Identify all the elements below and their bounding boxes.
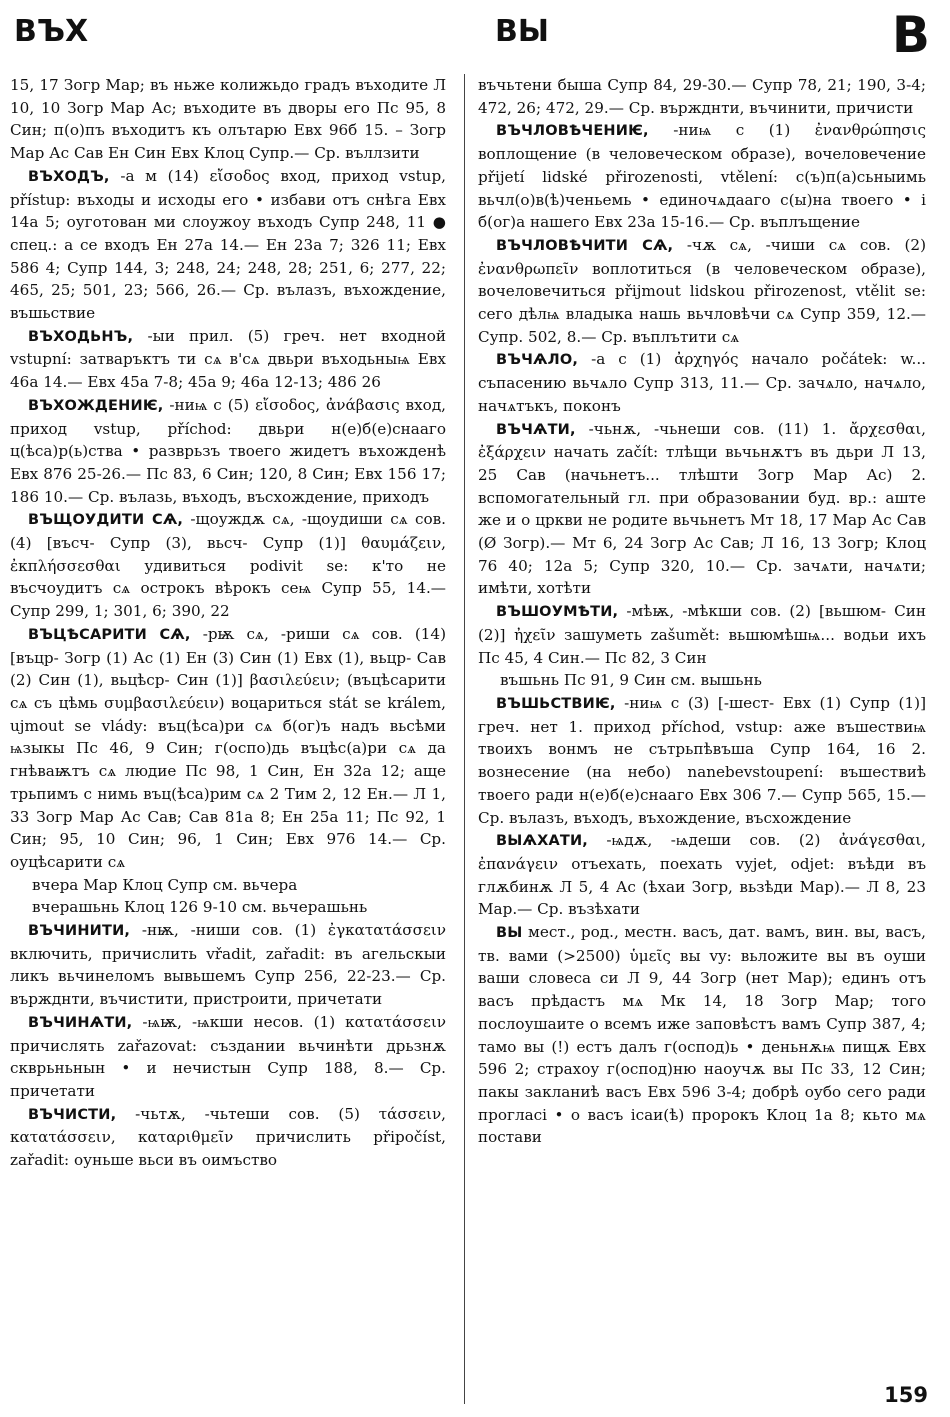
- dictionary-entry: [10, 508, 446, 623]
- entry-body: -ниѩ с (3) [-шест- Евх (1) Супр (1)] греч. нет 1. приход příchod, vstup: аже въшествиѩ твоихъ вонмъ не сътрьпѣвъша Супр 164, 16 2. вознесение (на небо) nanebevstoupení: въшествиѣ твоего ради н(е)б(е)снааго Евх 306 7.— Супр 565, 15.— Ср. вълазъ, въходъ, въхождение, въсхождение: [478, 693, 926, 827]
- dictionary-entry: [478, 829, 926, 921]
- entry-body: -нѭ, -ниши сов. (1) ἐγκατατάσσειν включить, причислить vřadit, zařadit: въ агельскыи ликъ вьчинеломъ вывьшемъ Супр 256, 22-23.— Ср. вържднти, въчистити, пристроити, причетати: [10, 921, 446, 1009]
- entry-headword: ВЪШОУМѢТИ,: [496, 604, 619, 621]
- page-number: 159: [884, 1383, 928, 1407]
- dictionary-entry: [10, 325, 446, 394]
- entry-body: -ниѩ с (1) ἐνανθρώπησις воплощение (в человеческом образе), вочеловечение přijetí lidské přirozenosti, vtělení: с(ъ)п(а)сьныимь вьчл(о)в(ѣ)ченьемь • единочѧдааго с(ы)на твоего • і б(ог)а нашего Евх 23а 15-16.— Ср. въплъщение: [478, 121, 926, 232]
- entry-headword: ВЪХОЖДЕНИѤ,: [28, 397, 164, 414]
- entry-body: -чьнѫ, -чьнеши сов. (11) 1. ἄρχεσθαι, ἐξάρχειν начать začít: тлѣщи вьчьнѫтъ въ дьри Л 13, 25 Сав (начьнетъ... тлѣшти Зогр Мар Ас) 2. вспомогательный гл. при образовании буд. вр.: аште же и о цркви не родите вьчьнетъ Мт 18, 17 Мар Ас Сав (Ø Зогр).— Мт 6, 24 Зогр Ас Сав; Л 16, 13 Зогр; Клоц 76 40; 12а 5; Супр 320, 10.— Ср. зачѧти, начѧти; имѣти, хотѣти: [478, 419, 926, 598]
- dictionary-entry: [478, 418, 926, 601]
- entry-headword: ВЪЧЛОВѢЧЕНИѤ,: [496, 123, 649, 140]
- right-column: [478, 74, 926, 1392]
- entry-headword: ВЪЧИНѦТИ,: [28, 1014, 133, 1031]
- entry-body: -ѩѭ, -ѩкши несов. (1) κατατάσσειν причислять zařazovat: създании вьчинѣти дрьзнѫ скврьньнын • и нечистын Супр 188, 8.— Ср. причетати: [10, 1012, 446, 1100]
- entry-body: вчера Мар Клоц Супр см. вьчера: [32, 875, 298, 894]
- entry-body: -щоуждѫ сѧ, -щоудиши сѧ сов. (4) [въсч- Супр (3), вьсч- Супр (1)] θαυμάζειν, ἐκπλήσσεσθαι удивиться podivit se: к'то не въсчоудитъ сѧ острокъ вѣрокъ сеѩ Супр 55, 14.— Супр 299, 1; 301, 6; 390, 22: [10, 510, 446, 621]
- entry-body: 15, 17 Зогр Мар; въ ньже колижьдо градъ въходите Л 10, 10 Зогр Мар Ас; въходите въ дворы его Пс 95, 8 Син; п(о)пъ въходитъ къ олътарю Евх 96б 15. – Зогр Мар Ас Сав Ен Син Евх Клоц Супр.— Ср. въллзити: [10, 76, 446, 163]
- dictionary-entry: [478, 600, 926, 669]
- dictionary-entry: [10, 919, 446, 1011]
- running-head-left: ВЪХ: [14, 14, 89, 49]
- entry-headword: ВЪЧИНИТИ,: [28, 923, 131, 940]
- entry-headword: ВЪЦѢСАРИТИ СѦ,: [28, 626, 191, 643]
- entry-headword: ВЫ: [496, 925, 523, 942]
- entry-headword: ВЪЧѦЛО,: [496, 352, 579, 369]
- dictionary-entry: [10, 1011, 446, 1103]
- running-head-center: ВЫ: [495, 14, 549, 49]
- entry-body: -рѭ сѧ, -риши сѧ сов. (14) [въцр- Зогр (1) Ас (1) Ен (3) Син (1) Евх (1), вьцр- Сав (2) Син (1), вьцѣср- Син (1)] βασιλεύειν; (въцѣсарити сѧ съ цѣмь συμβασιλεύειν) воцариться stát se králem, ujmout se vlády: въц(ѣса)ри сѧ б(ог)ъ надъ вьсѣми ѩзыкы Пс 46, 9 Син; г(оспо)дь въцѣс(а)ри сѧ да гнѣваѭтъ сѧ людие Пс 98, 1 Син, Ен 32а 12; аще трьпимъ с нимь въц(ѣса)рим сѧ 2 Тим 2, 12 Ен.— Л 1, 33 Зогр Мар Ас Сав; Сав 81а 8; Ен 25а 11; Пс 92, 1 Син; 95, 10 Син; 96, 1 Син; Евх 976 14.— Ср. оуцѣсарити сѧ: [10, 624, 446, 871]
- entry-headword: ВЪЧЛОВѢЧИТИ СѦ,: [496, 237, 674, 254]
- cross-reference-entry: [10, 896, 446, 919]
- running-head-letter: В: [891, 6, 930, 64]
- entry-body: въшьнь Пс 91, 9 Син см. вышьнь: [500, 671, 762, 690]
- column-divider: [464, 74, 465, 1404]
- entry-body: въчьтени быша Супр 84, 29-30.— Супр 78, 21; 190, 3-4; 472, 26; 472, 29.— Ср. вържднти, въчинити, причисти: [478, 76, 926, 117]
- entry-body: -ыи прил. (5) греч. нет входной vstupní: затваръктъ ти сѧ в'сѧ двьри въходьныѩ Евх 46а 14.— Евх 45а 7-8; 45а 9; 46а 12-13; 486 26: [10, 326, 446, 392]
- entry-body: вчерашьнь Клоц 126 9-10 см. вьчерашьнь: [32, 898, 368, 917]
- dictionary-entry: [478, 74, 926, 119]
- entry-body: -мѣѭ, -мѣкши сов. (2) [вьшюм- Син (2)] ἠχεῖν зашуметь zašumět: вьшюмѣшѩ... водьи ихъ Пс 45, 4 Син.— Пс 82, 3 Син: [478, 602, 926, 667]
- entry-body: -ниѩ с (5) εἴσοδος, ἀνάβασις вход, приход vstup, příchod: двьри н(е)б(е)снааго ц(ѣса)р(ь)ства • разврьзъ твоего жидетъ въхожденѣ Евх 876 25-26.— Пс 83, 6 Син; 120, 8 Син; Евх 156 17; 186 10.— Ср. вълазь, въходъ, въсхождение, приходъ: [10, 395, 446, 506]
- entry-headword: ВЪЩОУДИТИ СѦ,: [28, 512, 184, 529]
- entry-headword: ВЫѦХАТИ,: [496, 833, 588, 850]
- cross-reference-entry: [478, 669, 926, 692]
- dictionary-entry: [478, 119, 926, 234]
- dictionary-entry: [10, 394, 446, 509]
- entry-body: -а с (1) ἀρχηγός начало počátek: w... съпасению вьчѧло Супр 313, 11.— Ср. зачѧло, начѧло, начѧтъкъ, поконъ: [478, 350, 926, 415]
- entry-headword: ВЪХОДЬНЪ,: [28, 328, 134, 345]
- entry-headword: ВЪЧѦТИ,: [496, 421, 576, 438]
- entry-body: -чѫ сѧ, -чиши сѧ сов. (2) ἐνανθρωπεῖν воплотиться (в человеческом образе), вочеловечиться přijmout lidskou přirozenost, vtělit se: сего дѣлѩ владыка нашь вьчловѣчи сѧ Супр 359, 12.— Супр. 502, 8.— Ср. въплътити сѧ: [478, 235, 926, 346]
- cross-reference-entry: [10, 874, 446, 897]
- entry-body: -чьтѫ, -чьтеши сов. (5) τάσσειν, κατατάσσειν, καταριθμεῖν причислить připočíst, zařadit: оуньше вьси въ оимъство: [10, 1104, 446, 1170]
- entry-headword: ВЪШЬСТВИѤ,: [496, 695, 616, 712]
- dictionary-entry: [478, 921, 926, 1149]
- entry-headword: ВЪЧИСТИ,: [28, 1106, 117, 1123]
- dictionary-entry: [10, 623, 446, 874]
- dictionary-entry: [10, 74, 446, 165]
- entry-body: мест., род., местн. васъ, дат. вамъ, вин. вы, васъ, тв. вами (>2500) ὑμεῖς вы vy: вьложите вы въ оуши ваши словеса си Л 9, 44 Зогр (нет Мар); единъ отъ васъ прѣдастъ мѧ Мк 14, 18 Зогр Мар; того послоушаите о всемъ иже заповѣстъ вамъ Супр 387, 4; тамо вы (!) естъ далъ г(оспод)ь • деньнѫѩ пищѫ Евх 596 2; страхоу г(оспод)ню наоучѫ вы Пс 33, 12 Син; пакы закланиѣ васъ Евх 596 3-4; добрѣ оубо сего ради прогласі • о васъ ісаи(ѣ) пророкъ Клоц 1а 8; кьто мѧ постави: [478, 923, 926, 1147]
- entry-headword: ВЪХОДЪ,: [28, 168, 110, 185]
- entry-body: -ѩдѫ, -ѩдеши сов. (2) ἀνάγεσθαι, ἐπανάγειν отъехать, поехать vyjet, odjet: въѣди въ глѫбинѫ Л 5, 4 Ас (ѣхаи Зогр, вьзѣди Мар).— Л 8, 23 Мар.— Ср. възѣхати: [478, 831, 926, 919]
- dictionary-entry: [478, 348, 926, 417]
- dictionary-entry: [10, 1103, 446, 1172]
- dictionary-entry: [478, 234, 926, 349]
- dictionary-entry: [478, 692, 926, 829]
- entry-body: -а м (14) εἴσοδος вход, приход vstup, přístup: въходы и исходы его • избави отъ снѣга Евх 14а 5; оуготован ми слоужоу въходъ Супр 248, 11 ● спец.: а се входъ Ен 27а 14.— Ен 23а 7; 326 11; Евх 586 4; Супр 144, 3; 248, 24; 248, 28; 251, 6; 277, 22; 465, 25; 501, 23; 566, 26.— Ср. вълазъ, въхождение, въшьствие: [10, 166, 446, 323]
- dictionary-entry: [10, 165, 446, 325]
- left-column: [10, 74, 446, 1392]
